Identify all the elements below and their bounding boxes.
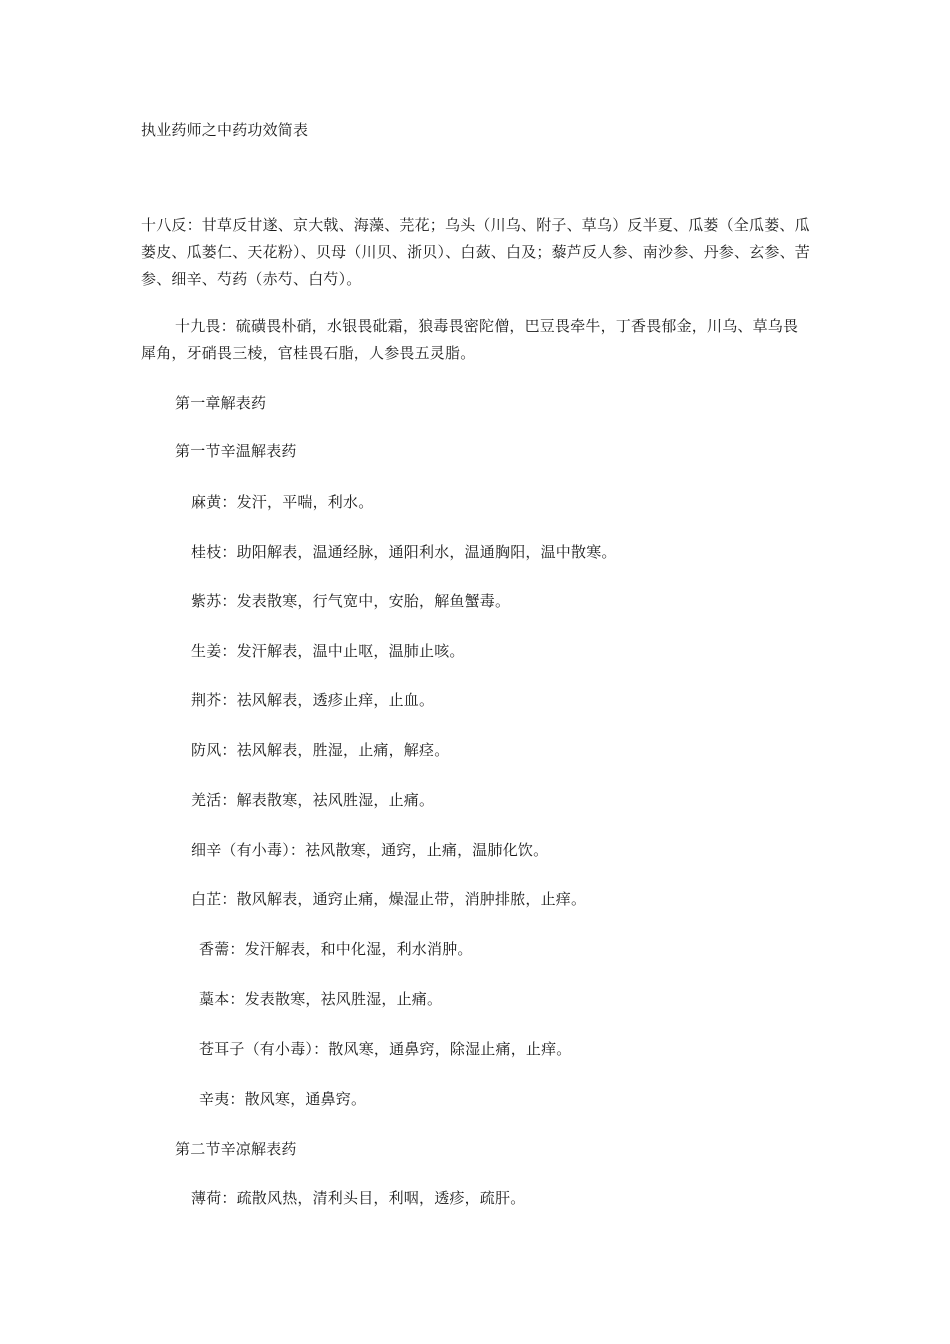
herb-entry: 香薷：发汗解表，和中化湿，利水消肿。: [199, 940, 473, 958]
nineteen-antagonisms-paragraph: 十九畏：硫磺畏朴硝，水银畏砒霜，狼毒畏密陀僧，巴豆畏牵牛，丁香畏郁金，川乌、草乌畏犀角，牙硝畏三棱，官桂畏石脂，人参畏五灵脂。: [141, 317, 799, 362]
herb-entry: 荆芥：祛风解表，透疹止痒，止血。: [191, 691, 435, 709]
section-title: 第二节辛凉解表药: [175, 1140, 297, 1158]
herb-entry: 藁本：发表散寒，祛风胜湿，止痛。: [199, 990, 443, 1008]
herb-entry: 桂枝：助阳解表，温通经脉，通阳利水，温通胸阳，温中散寒。: [191, 543, 617, 561]
chapter-title: 第一章解表药: [175, 394, 267, 412]
herb-entry: 紫苏：发表散寒，行气宽中，安胎，解鱼蟹毒。: [191, 592, 511, 610]
herb-entry: 苍耳子（有小毒）：散风寒，通鼻窍，除湿止痛，止痒。: [199, 1040, 572, 1058]
herb-entry: 生姜：发汗解表，温中止呕，温肺止咳。: [191, 642, 465, 660]
herb-entry: 薄荷：疏散风热，清利头目，利咽，透疹，疏肝。: [191, 1189, 526, 1207]
herb-entry: 麻黄：发汗，平喘，利水。: [191, 493, 374, 511]
herb-entry: 白芷：散风解表，通窍止痛，燥湿止带，消肿排脓，止痒。: [191, 890, 587, 908]
herb-entry: 细辛（有小毒）：祛风散寒，通窍，止痛，温肺化饮。: [191, 841, 549, 859]
document-title: 执业药师之中药功效简表: [141, 121, 309, 139]
herb-entry: 羌活：解表散寒，祛风胜湿，止痛。: [191, 791, 435, 809]
herb-entry: 防风：祛风解表，胜湿，止痛，解痉。: [191, 741, 450, 759]
section-title: 第一节辛温解表药: [175, 442, 297, 460]
eighteen-incompatibilities-paragraph: 十八反：甘草反甘遂、京大戟、海藻、芫花；乌头（川乌、附子、草乌）反半夏、瓜蒌（全瓜蒌、瓜蒌皮、瓜蒌仁、天花粉）、贝母（川贝、浙贝）、白蔹、白及；藜芦反人参、南沙参、丹参、玄参、苦参、细辛、芍药（赤芍、白芍）。: [141, 216, 811, 288]
herb-entry: 辛夷：散风寒，通鼻窍。: [199, 1090, 367, 1108]
